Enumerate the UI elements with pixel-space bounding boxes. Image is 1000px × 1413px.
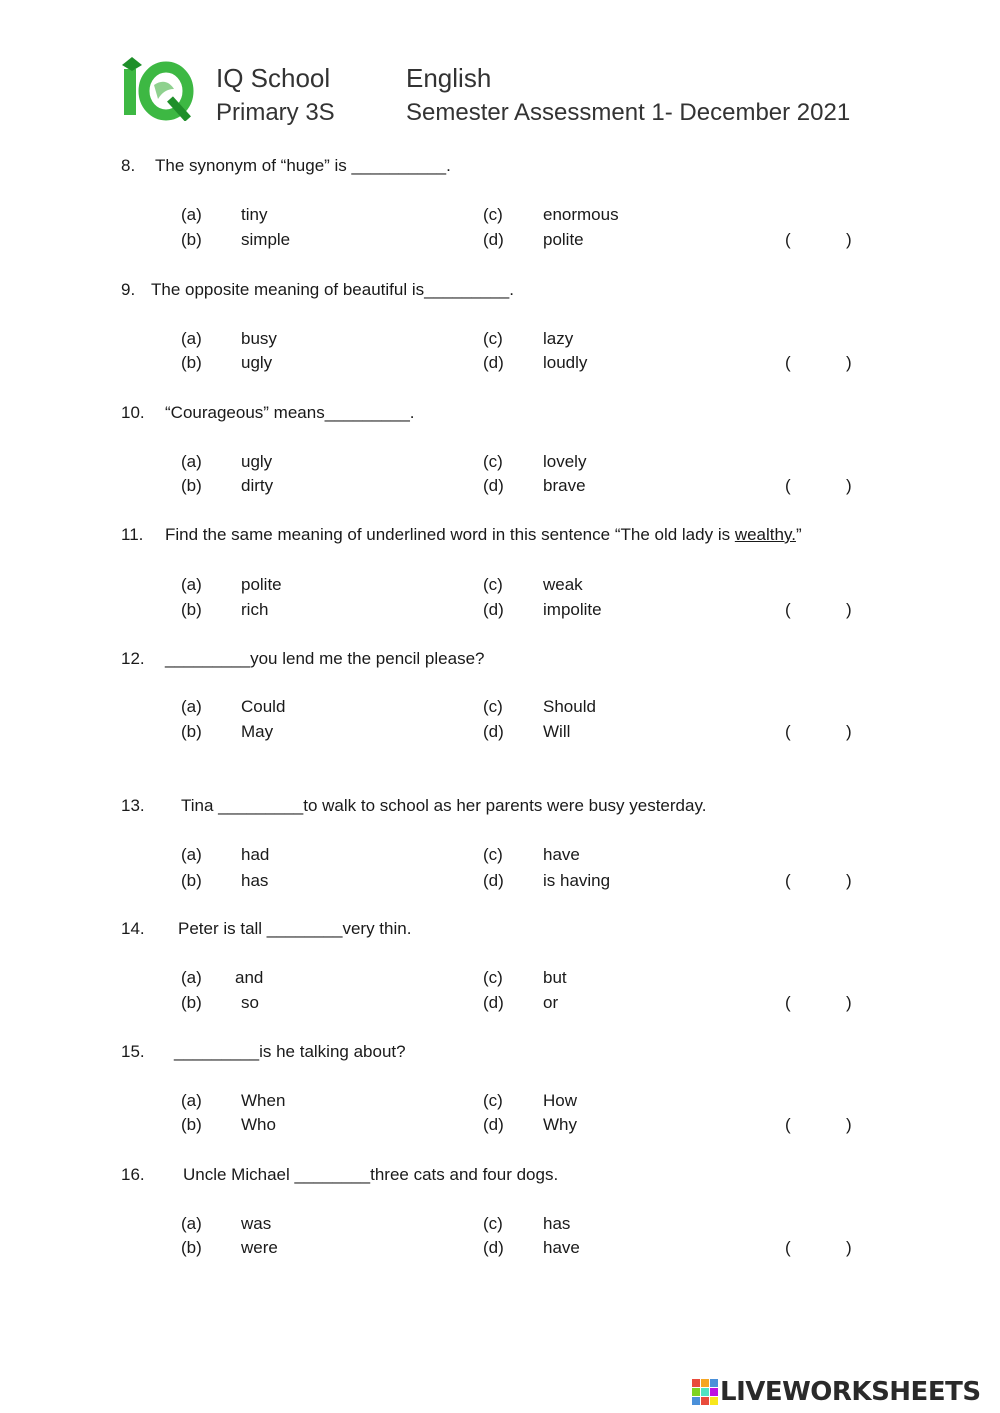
option-d-label: (d) [483,722,504,741]
answer-bracket-open[interactable]: ( [785,871,791,890]
option-a-text[interactable]: polite [241,575,282,594]
option-a-text[interactable]: busy [241,329,277,348]
answer-bracket-close[interactable]: ) [846,353,852,372]
option-c-text[interactable]: lazy [543,329,574,348]
answer-bracket-close[interactable]: ) [846,1115,852,1134]
option-a-label: (a) [181,968,202,987]
page-header [0,0,1000,140]
option-d-label: (d) [483,230,504,249]
option-c-text[interactable]: lovely [543,452,587,471]
option-c-label: (c) [483,968,503,987]
option-b-text[interactable]: rich [241,600,269,619]
option-a-label: (a) [181,329,202,348]
school-name: IQ School [216,63,331,93]
liveworksheets-logo-icon [692,1379,718,1405]
grade-label: Primary 3S [216,99,335,126]
option-d-label: (d) [483,1115,504,1134]
question-16 [0,1165,1000,1275]
option-d-label: (d) [483,993,504,1012]
option-c-text[interactable]: has [543,1214,571,1233]
option-b-label: (b) [181,600,202,619]
option-d-text[interactable]: loudly [543,353,588,372]
answer-bracket-close[interactable]: ) [846,1238,852,1257]
question-text: Uncle Michael ________three cats and four dogs. [183,1165,559,1184]
option-a-label: (a) [181,845,202,864]
option-b-text[interactable]: so [241,993,259,1012]
answer-bracket-close[interactable]: ) [846,600,852,619]
liveworksheets-brand: LIVEWORKSHEETS [720,1377,981,1407]
option-b-text[interactable]: May [241,722,274,741]
subject-label: English [406,63,492,93]
answer-bracket-open[interactable]: ( [785,230,791,249]
underlined-word: wealthy. [734,525,796,544]
option-a-text[interactable]: had [241,845,270,864]
question-13 [0,796,1000,906]
option-c-label: (c) [483,1091,503,1110]
option-a-text[interactable]: and [235,968,264,987]
option-b-label: (b) [181,993,202,1012]
option-a-text[interactable]: Could [241,697,286,716]
option-d-text[interactable]: brave [543,476,586,495]
option-c-label: (c) [483,575,503,594]
option-a-label: (a) [181,205,202,224]
option-b-label: (b) [181,1115,202,1134]
answer-bracket-open[interactable]: ( [785,993,791,1012]
option-c-label: (c) [483,1214,503,1233]
option-b-label: (b) [181,722,202,741]
option-b-text[interactable]: simple [241,230,291,249]
question-text-tail: ” [795,525,802,544]
question-number: 14. [121,919,145,938]
option-d-label: (d) [483,871,504,890]
option-a-text[interactable]: ugly [241,452,273,471]
question-text: Peter is tall ________very thin. [178,919,412,938]
answer-bracket-close[interactable]: ) [846,993,852,1012]
option-c-label: (c) [483,452,503,471]
question-text: The opposite meaning of beautiful is_________. [151,280,514,299]
question-number: 9. [121,280,136,299]
option-d-text[interactable]: have [543,1238,580,1257]
question-number: 12. [121,649,145,668]
question-9 [0,280,1000,390]
option-b-text[interactable]: dirty [241,476,274,495]
answer-bracket-close[interactable]: ) [846,230,852,249]
question-text: Tina _________to walk to school as her parents were busy yesterday. [181,796,707,815]
assessment-title: Semester Assessment 1- December 2021 [406,99,851,126]
question-number: 10. [121,403,145,422]
option-a-label: (a) [181,575,202,594]
option-a-label: (a) [181,697,202,716]
answer-bracket-open[interactable]: ( [785,353,791,372]
option-d-text[interactable]: is having [543,871,611,890]
answer-bracket-open[interactable]: ( [785,722,791,741]
option-c-text[interactable]: have [543,845,580,864]
option-b-label: (b) [181,871,202,890]
question-number: 16. [121,1165,145,1184]
option-a-text[interactable]: tiny [241,205,268,224]
option-d-label: (d) [483,600,504,619]
option-a-text[interactable]: When [241,1091,286,1110]
option-b-label: (b) [181,1238,202,1257]
option-d-text[interactable]: Will [543,722,571,741]
option-c-text[interactable]: but [543,968,567,987]
option-a-label: (a) [181,1091,202,1110]
question-number: 8. [121,156,136,175]
answer-bracket-close[interactable]: ) [846,476,852,495]
option-b-text[interactable]: were [241,1238,278,1257]
answer-bracket-open[interactable]: ( [785,1115,791,1134]
option-d-label: (d) [483,353,504,372]
option-c-label: (c) [483,329,503,348]
answer-bracket-open[interactable]: ( [785,600,791,619]
question-number: 11. [121,525,144,544]
answer-bracket-open[interactable]: ( [785,1238,791,1257]
option-d-label: (d) [483,476,504,495]
answer-bracket-close[interactable]: ) [846,871,852,890]
answer-bracket-open[interactable]: ( [785,476,791,495]
question-text: “Courageous” means_________. [165,403,415,422]
question-number: 13. [121,796,145,815]
option-b-text[interactable]: Who [241,1115,276,1134]
option-a-label: (a) [181,452,202,471]
option-b-text[interactable]: ugly [241,353,273,372]
option-b-label: (b) [181,230,202,249]
option-c-text[interactable]: weak [543,575,583,594]
option-c-label: (c) [483,697,503,716]
option-d-label: (d) [483,1238,504,1257]
option-c-label: (c) [483,205,503,224]
option-c-label: (c) [483,845,503,864]
option-d-text[interactable]: impolite [543,600,602,619]
option-b-text[interactable]: has [241,871,269,890]
question-text: The synonym of “huge” is __________. [155,156,451,175]
option-a-label: (a) [181,1214,202,1233]
question-12 [0,649,1000,759]
option-c-text[interactable]: How [543,1091,578,1110]
option-d-text[interactable]: polite [543,230,584,249]
question-number: 15. [121,1042,145,1061]
iq-school-logo-icon [118,55,194,121]
option-b-label: (b) [181,353,202,372]
question-text-main: Find the same meaning of underlined word in this sentence “The old lady is [165,525,731,544]
option-d-text[interactable]: or [543,993,559,1012]
answer-bracket-close[interactable]: ) [846,722,852,741]
option-c-text[interactable]: enormous [543,205,619,224]
option-d-text[interactable]: Why [543,1115,577,1134]
question-8 [0,156,1000,266]
option-b-label: (b) [181,476,202,495]
liveworksheets-watermark [692,1377,992,1407]
question-text: _________is he talking about? [174,1042,406,1061]
option-a-text[interactable]: was [241,1214,272,1233]
question-text [165,525,802,545]
question-11 [0,525,1000,635]
question-15 [0,1042,1000,1152]
question-text: _________you lend me the pencil please? [165,649,485,668]
option-c-text[interactable]: Should [543,697,596,716]
question-14 [0,919,1000,1029]
question-10 [0,403,1000,513]
